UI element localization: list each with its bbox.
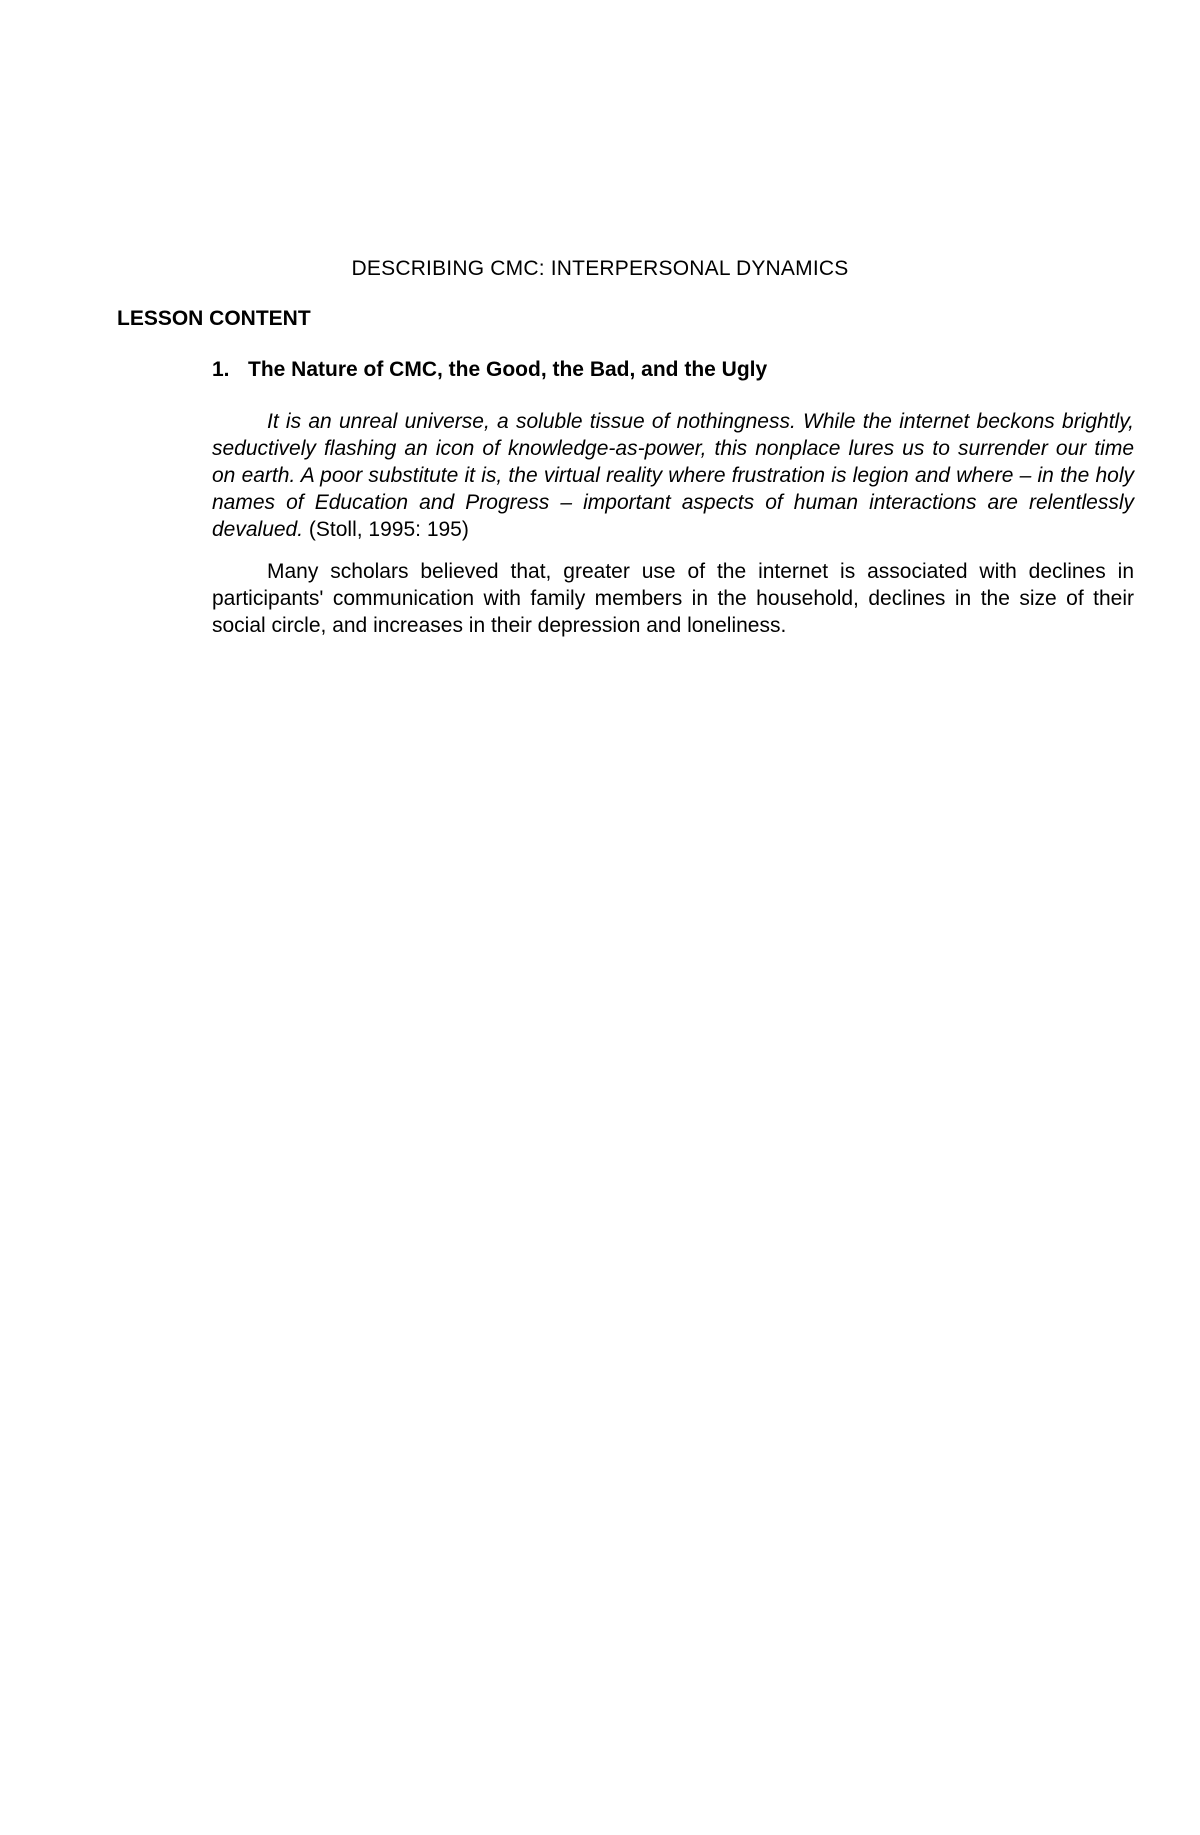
subsection-number: 1. bbox=[212, 358, 230, 381]
paragraph-text: Many scholars believed that, greater use of the internet is associated with declines in participants' communication with family members in the household, declines in the size of their social circle, and increases in their depression and loneliness. bbox=[212, 560, 1134, 637]
subsection-title: The Nature of CMC, the Good, the Bad, and the Ugly bbox=[248, 358, 768, 381]
section-heading: LESSON CONTENT bbox=[117, 307, 311, 330]
subsection-heading bbox=[212, 357, 767, 383]
document-title: DESCRIBING CMC: INTERPERSONAL DYNAMICS bbox=[351, 257, 849, 280]
body-paragraph bbox=[212, 558, 1134, 639]
block-quote bbox=[212, 408, 1134, 543]
quote-text: It is an unreal universe, a soluble tissue of nothingness. While the internet beckons brightly, seductively flashing an icon of knowledge-as-power, this nonplace lures us to surrender our time on earth. A poor substitute it is, the virtual reality where frustration is legion and where – in the holy names of Education and Progress – important aspects of human interactions are relentlessly devalued. bbox=[212, 410, 1134, 541]
quote-citation: (Stoll, 1995: 195) bbox=[308, 518, 469, 541]
